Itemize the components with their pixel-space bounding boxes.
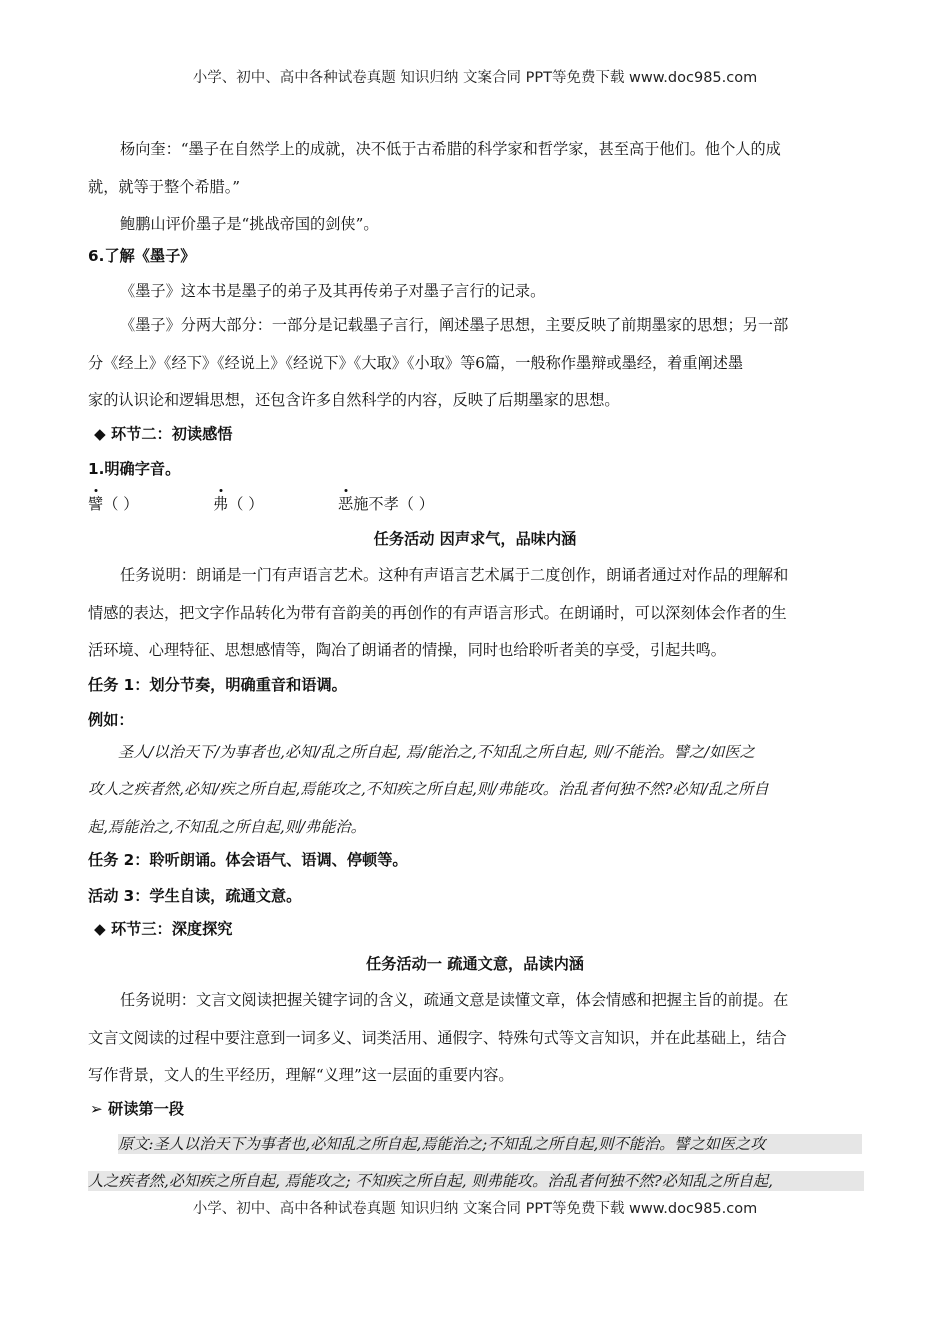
- paragraph-yang-2: 就，就等于整个希腊。”: [88, 178, 241, 196]
- heading-understand-mozi: 6.了解《墨子》: [88, 247, 196, 265]
- section-stage-two: ◆ 环节二：初读感悟: [94, 425, 233, 443]
- heading-pronunciation: 1.明确字音。: [88, 460, 181, 478]
- task-description-2b: 文言文阅读的过程中要注意到一词多义、词类活用、通假字、特殊句式等文言知识，并在此基础上，结合: [88, 1029, 787, 1047]
- paragraph-mozi-book: 《墨子》这本书是墨子的弟子及其再传弟子对墨子言行的记录。: [120, 282, 546, 300]
- paragraph-yang-1: 杨向奎：“墨子在自然学上的成就，决不低于古希腊的科学家和哲学家，甚至高于他们。他个人的成: [120, 140, 781, 158]
- emphasis-char: 弗: [213, 495, 229, 513]
- activity-3-heading: 活动 3：学生自读，疏通文意。: [88, 887, 302, 905]
- rhythm-line-1: 圣人/以治天下/为事者也,必知/乱之所自起, 焉/能治之,不知乱之所自起, 则/不能治。譬之/如医之: [118, 743, 755, 761]
- example-label: 例如：: [88, 711, 134, 729]
- task-2-heading: 任务 2：聆听朗诵。体会语气、语调、停顿等。: [88, 851, 408, 869]
- study-paragraph-one: ➢ 研读第一段: [90, 1100, 184, 1118]
- task-description-2a: 任务说明：文言文阅读把握关键字词的含义，疏通文意是读懂文章，体会情感和把握主旨的前提。在: [120, 991, 789, 1009]
- emphasis-char: 譬: [88, 495, 104, 513]
- page-footer: 小学、初中、高中各种试卷真题 知识归纳 文案合同 PPT等免费下载 www.doc985.com: [192, 1201, 758, 1217]
- rhythm-line-2: 攻人之疾者然,必知/疾之所自起,焉能攻之,不知疾之所自起,则/弗能攻。治乱者何独不然?必知/乱之所自: [88, 780, 769, 798]
- task-1-heading: 任务 1：划分节奏，明确重音和语调。: [88, 676, 347, 694]
- pronunciation-item-3: [338, 494, 950, 514]
- answer-blank: （ ）: [103, 495, 139, 513]
- paragraph-mozi-parts-1: 《墨子》分两大部分：一部分是记载墨子言行，阐述墨子思想，主要反映了前期墨家的思想；另一部: [120, 316, 789, 334]
- task-activity-title-2: 任务活动一 疏通文意，品读内涵: [366, 955, 584, 973]
- answer-blank: （ ）: [228, 495, 264, 513]
- section-stage-three: ◆ 环节三：深度探究: [94, 920, 233, 938]
- paragraph-mozi-parts-2: 分《经上》《经下》《经说上》《经说下》《大取》《小取》等6篇，一般称作墨辩或墨经，着重阐述墨: [88, 354, 744, 372]
- emphasis-char: 恶: [338, 495, 354, 513]
- original-text-line-2: 人之疾者然,必知疾之所自起, 焉能攻之; 不知疾之所自起, 则弗能攻。治乱者何独不然?必知乱之所自起,: [88, 1171, 864, 1191]
- rhythm-line-3: 起,焉能治之,不知乱之所自起,则/弗能治。: [88, 818, 366, 836]
- task-activity-title-1: 任务活动 因声求气，品味内涵: [373, 530, 577, 548]
- task-description-1b: 情感的表达，把文字作品转化为带有音韵美的再创作的有声语言形式。在朗诵时，可以深刻体会作者的生: [88, 604, 787, 622]
- paragraph-mozi-parts-3: 家的认识论和逻辑思想，还包含许多自然科学的内容，反映了后期墨家的思想。: [88, 391, 620, 409]
- task-description-1c: 活环境、心理特征、思想感情等，陶冶了朗诵者的情操，同时也给聆听者美的享受，引起共鸣。: [88, 641, 726, 659]
- page-header: 小学、初中、高中各种试卷真题 知识归纳 文案合同 PPT等免费下载 www.doc985.com: [192, 70, 758, 86]
- answer-blank: 施不孝（ ）: [353, 495, 434, 513]
- task-description-1a: 任务说明：朗诵是一门有声语言艺术。这种有声语言艺术属于二度创作，朗诵者通过对作品的理解和: [120, 566, 789, 584]
- paragraph-bao: 鲍鹏山评价墨子是“挑战帝国的剑侠”。: [120, 215, 379, 233]
- task-description-2c: 写作背景，文人的生平经历，理解“义理”这一层面的重要内容。: [88, 1066, 514, 1084]
- original-text-line-1: 原文:圣人以治天下为事者也,必知乱之所自起,焉能治之;不知乱之所自起,则不能治。譬之如医之攻: [118, 1134, 862, 1154]
